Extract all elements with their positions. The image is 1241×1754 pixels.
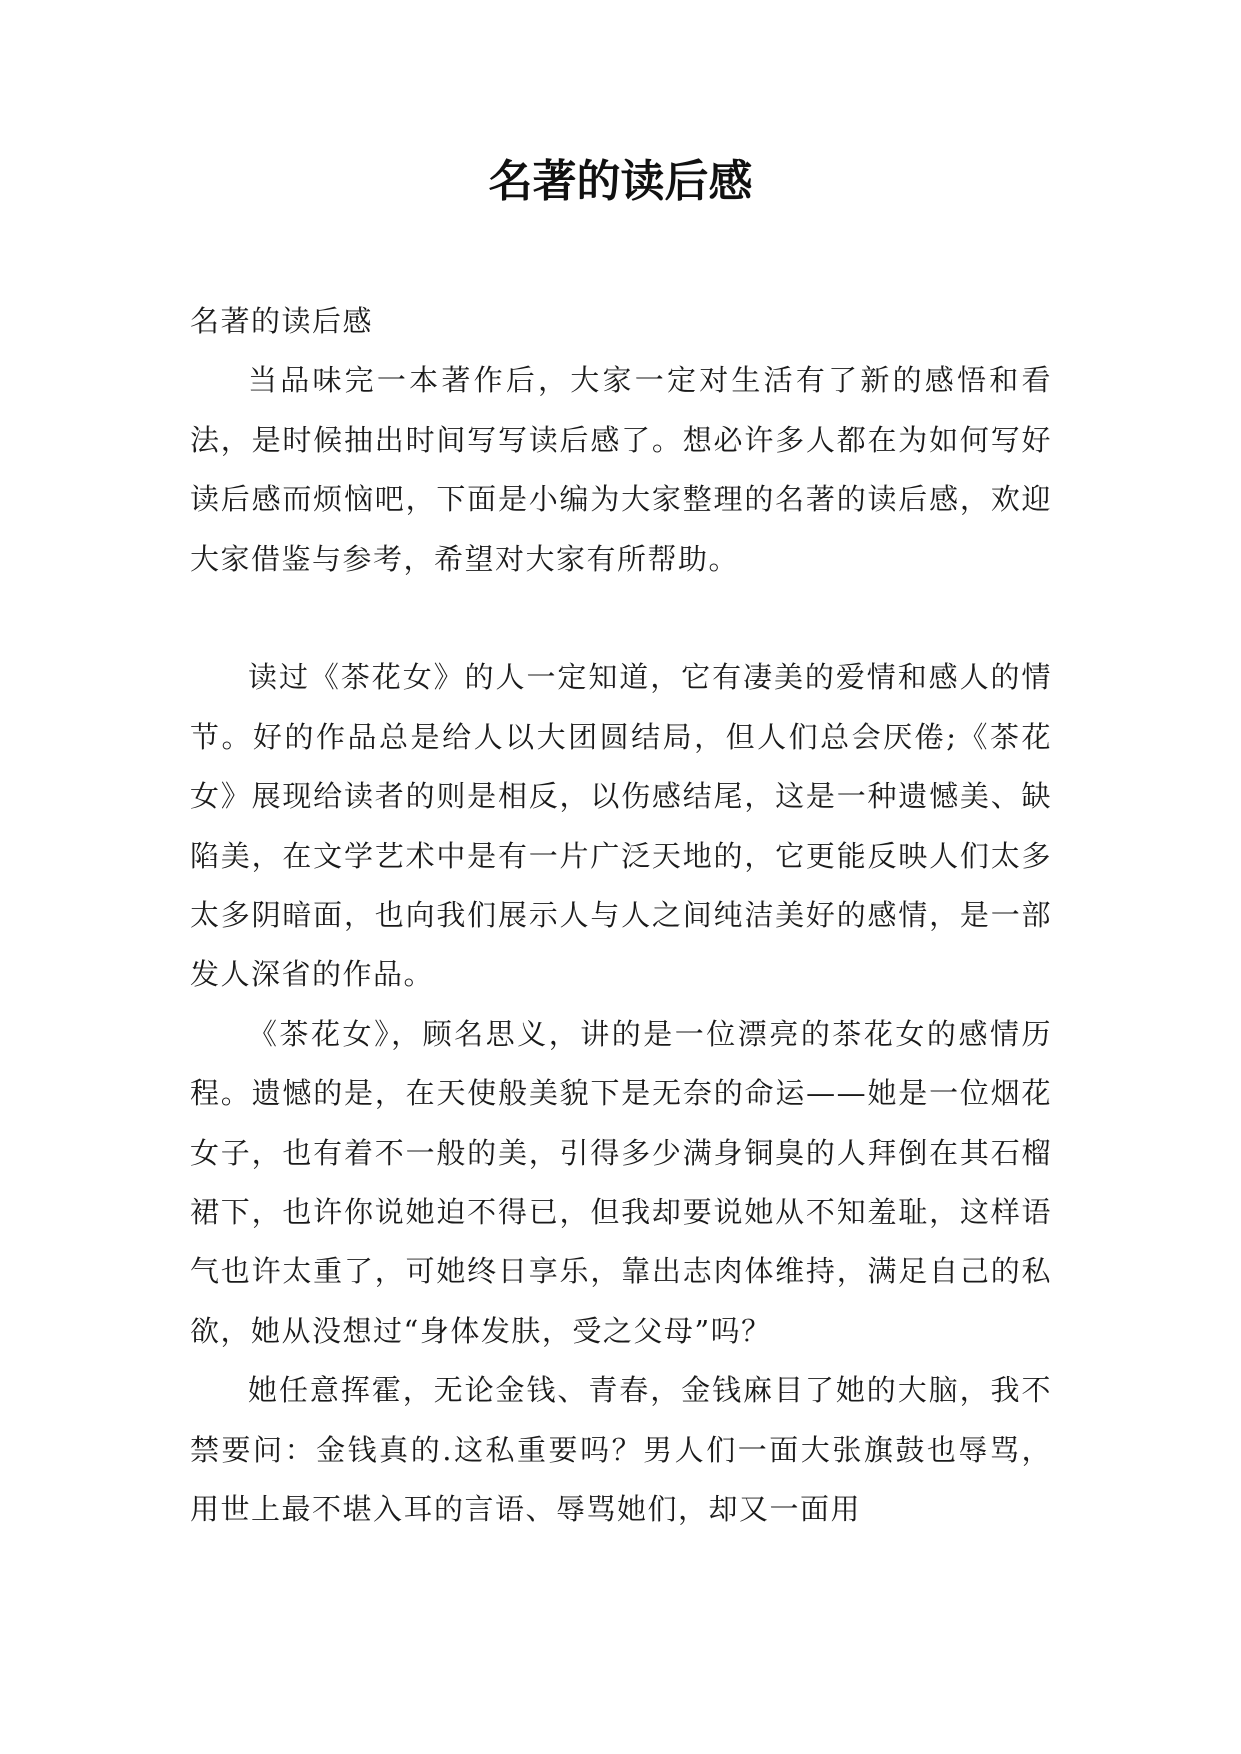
document-title: 名著的读后感	[488, 156, 753, 207]
paragraph-2: 《茶花女》，顾名思义，讲的是一位漂亮的茶花女的感情历程。遗憾的是，在天使般美貌下是无奈的命运——她是一位烟花女子，也有着不一般的美，引得多少满身铜臭的人拜倒在其石榴裙下，也许你说她迫不得已，但我却要说她从不知羞耻，这样语气也许太重了，可她终日享乐，靠出志肉体维持，满足自己的私欲，她从没想过“身体发肤，受之父母”吗？	[190, 1016, 1052, 1348]
document-body	[190, 292, 1052, 1540]
paragraph-3: 她任意挥霍，无论金钱、青春，金钱麻目了她的大脑，我不禁要问：金钱真的.这私重要吗？男人们一面大张旗鼓也辱骂，用世上最不堪入耳的言语、辱骂她们，却又一面用	[190, 1373, 1052, 1527]
paragraph-intro: 当品味完一本著作后，大家一定对生活有了新的感悟和看法，是时候抽出时间写写读后感了。想必许多人都在为如何写好读后感而烦恼吧，下面是小编为大家整理的名著的读后感，欢迎大家借鉴与参考，希望对大家有所帮助。	[190, 363, 1052, 576]
paragraph-gap	[190, 589, 1052, 648]
document-subtitle: 名著的读后感	[190, 304, 374, 338]
paragraph-1: 读过《茶花女》的人一定知道，它有凄美的爱情和感人的情节。好的作品总是给人以大团圆结局，但人们总会厌倦;《茶花女》展现给读者的则是相反，以伤感结尾，这是一种遗憾美、缺陷美，在文学艺术中是有一片广泛天地的，它更能反映人们太多太多阴暗面，也向我们展示人与人之间纯洁美好的感情，是一部发人深省的作品。	[190, 660, 1052, 992]
